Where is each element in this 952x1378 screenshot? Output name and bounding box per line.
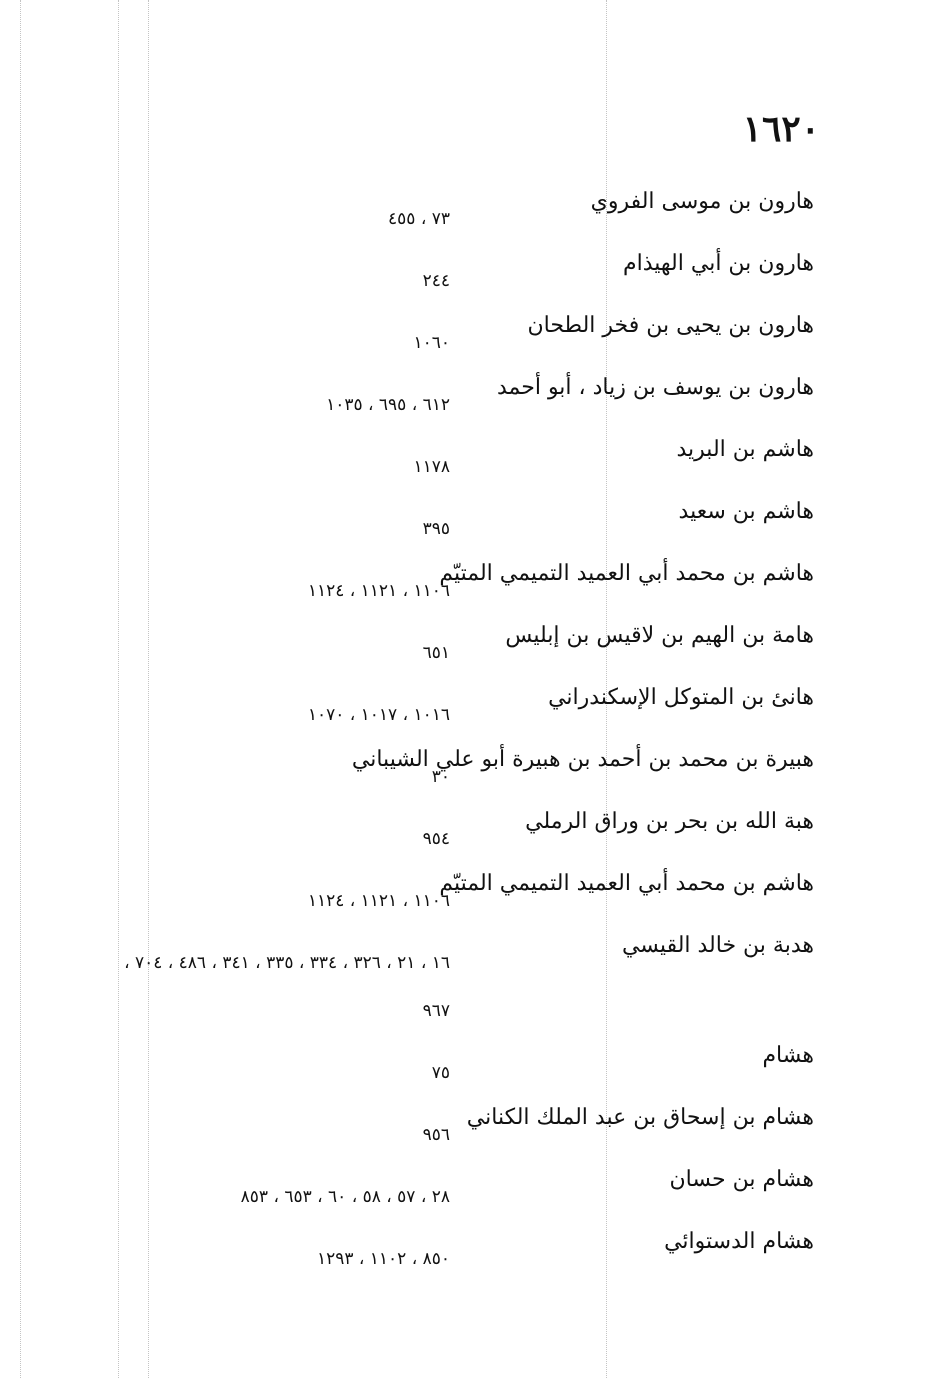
entry-pages: ٣٠ [431, 767, 450, 787]
entry-pages: ٢٨ ، ٥٧ ، ٥٨ ، ٦٠ ، ٦٥٣ ، ٨٥٣ [240, 1187, 450, 1207]
entry-name: هارون بن يحيى بن فخر الطحان [527, 313, 814, 338]
entry-pages: ٦٥١ [422, 643, 450, 663]
index-entry [0, 1039, 952, 1101]
entry-name: هبة الله بن بحر بن وراق الرملي [525, 809, 814, 834]
entry-name: هبيرة بن محمد بن أحمد بن هبيرة أبو علي الشيباني [351, 747, 814, 772]
index-entries [0, 185, 952, 1287]
entry-pages: ١٦ ، ٢١ ، ٣٢٦ ، ٣٣٤ ، ٣٣٥ ، ٣٤١ ، ٤٨٦ ، ٧٠٤ ، ٩٦٧ [124, 953, 450, 1021]
index-entry [0, 309, 952, 371]
index-entry [0, 247, 952, 309]
entry-name: هشام بن حسان [669, 1167, 814, 1192]
page-number: ١٦٢٠ [742, 108, 820, 150]
index-entry [0, 371, 952, 433]
index-entry [0, 1163, 952, 1225]
index-entry [0, 185, 952, 247]
entry-name: هشام بن إسحاق بن عبد الملك الكناني [466, 1105, 814, 1130]
entry-pages: ٨٥٠ ، ١١٠٢ ، ١٢٩٣ [316, 1249, 450, 1269]
entry-pages: ١١٠٦ ، ١١٢١ ، ١١٢٤ [307, 581, 450, 601]
entry-pages: ١١٠٦ ، ١١٢١ ، ١١٢٤ [307, 891, 450, 911]
index-entry [0, 495, 952, 557]
index-entry [0, 743, 952, 805]
entry-name: هاشم بن سعيد [678, 499, 814, 524]
entry-name: هارون بن يوسف بن زياد ، أبو أحمد [496, 375, 814, 400]
entry-name: هاشم بن محمد أبي العميد التميمي المتيّم [439, 561, 814, 586]
entry-name: هشام [762, 1043, 814, 1068]
entry-pages: ٦١٢ ، ٦٩٥ ، ١٠٣٥ [326, 395, 450, 415]
index-entry [0, 929, 952, 1039]
entry-name: هامة بن الهيم بن لاقيس بن إبليس [505, 623, 814, 648]
entry-pages: ٧٣ ، ٤٥٥ [388, 209, 450, 229]
entry-name: هاشم بن محمد أبي العميد التميمي المتيّم [439, 871, 814, 896]
entry-pages: ١٠١٦ ، ١٠١٧ ، ١٠٧٠ [307, 705, 450, 725]
index-entry [0, 1225, 952, 1287]
index-entry [0, 681, 952, 743]
index-entry [0, 557, 952, 619]
entry-name: هشام الدستوائي [664, 1229, 814, 1254]
entry-name: هارون بن أبي الهيذام [622, 251, 814, 276]
index-entry [0, 805, 952, 867]
entry-name: هانئ بن المتوكل الإسكندراني [548, 685, 814, 710]
entry-pages: ١٠٦٠ [413, 333, 450, 353]
entry-name: هدبة بن خالد القيسي [621, 933, 814, 958]
index-entry [0, 867, 952, 929]
entry-pages: ٩٥٦ [422, 1125, 450, 1145]
index-entry [0, 433, 952, 495]
index-entry [0, 1101, 952, 1163]
entry-pages: ١١٧٨ [413, 457, 450, 477]
index-entry [0, 619, 952, 681]
entry-pages: ٣٩٥ [422, 519, 450, 539]
entry-name: هارون بن موسى الفروي [590, 189, 814, 214]
entry-name: هاشم بن البريد [676, 437, 814, 462]
entry-pages: ٢٤٤ [422, 271, 450, 291]
entry-pages: ٧٥ [431, 1063, 450, 1083]
entry-pages: ٩٥٤ [422, 829, 450, 849]
